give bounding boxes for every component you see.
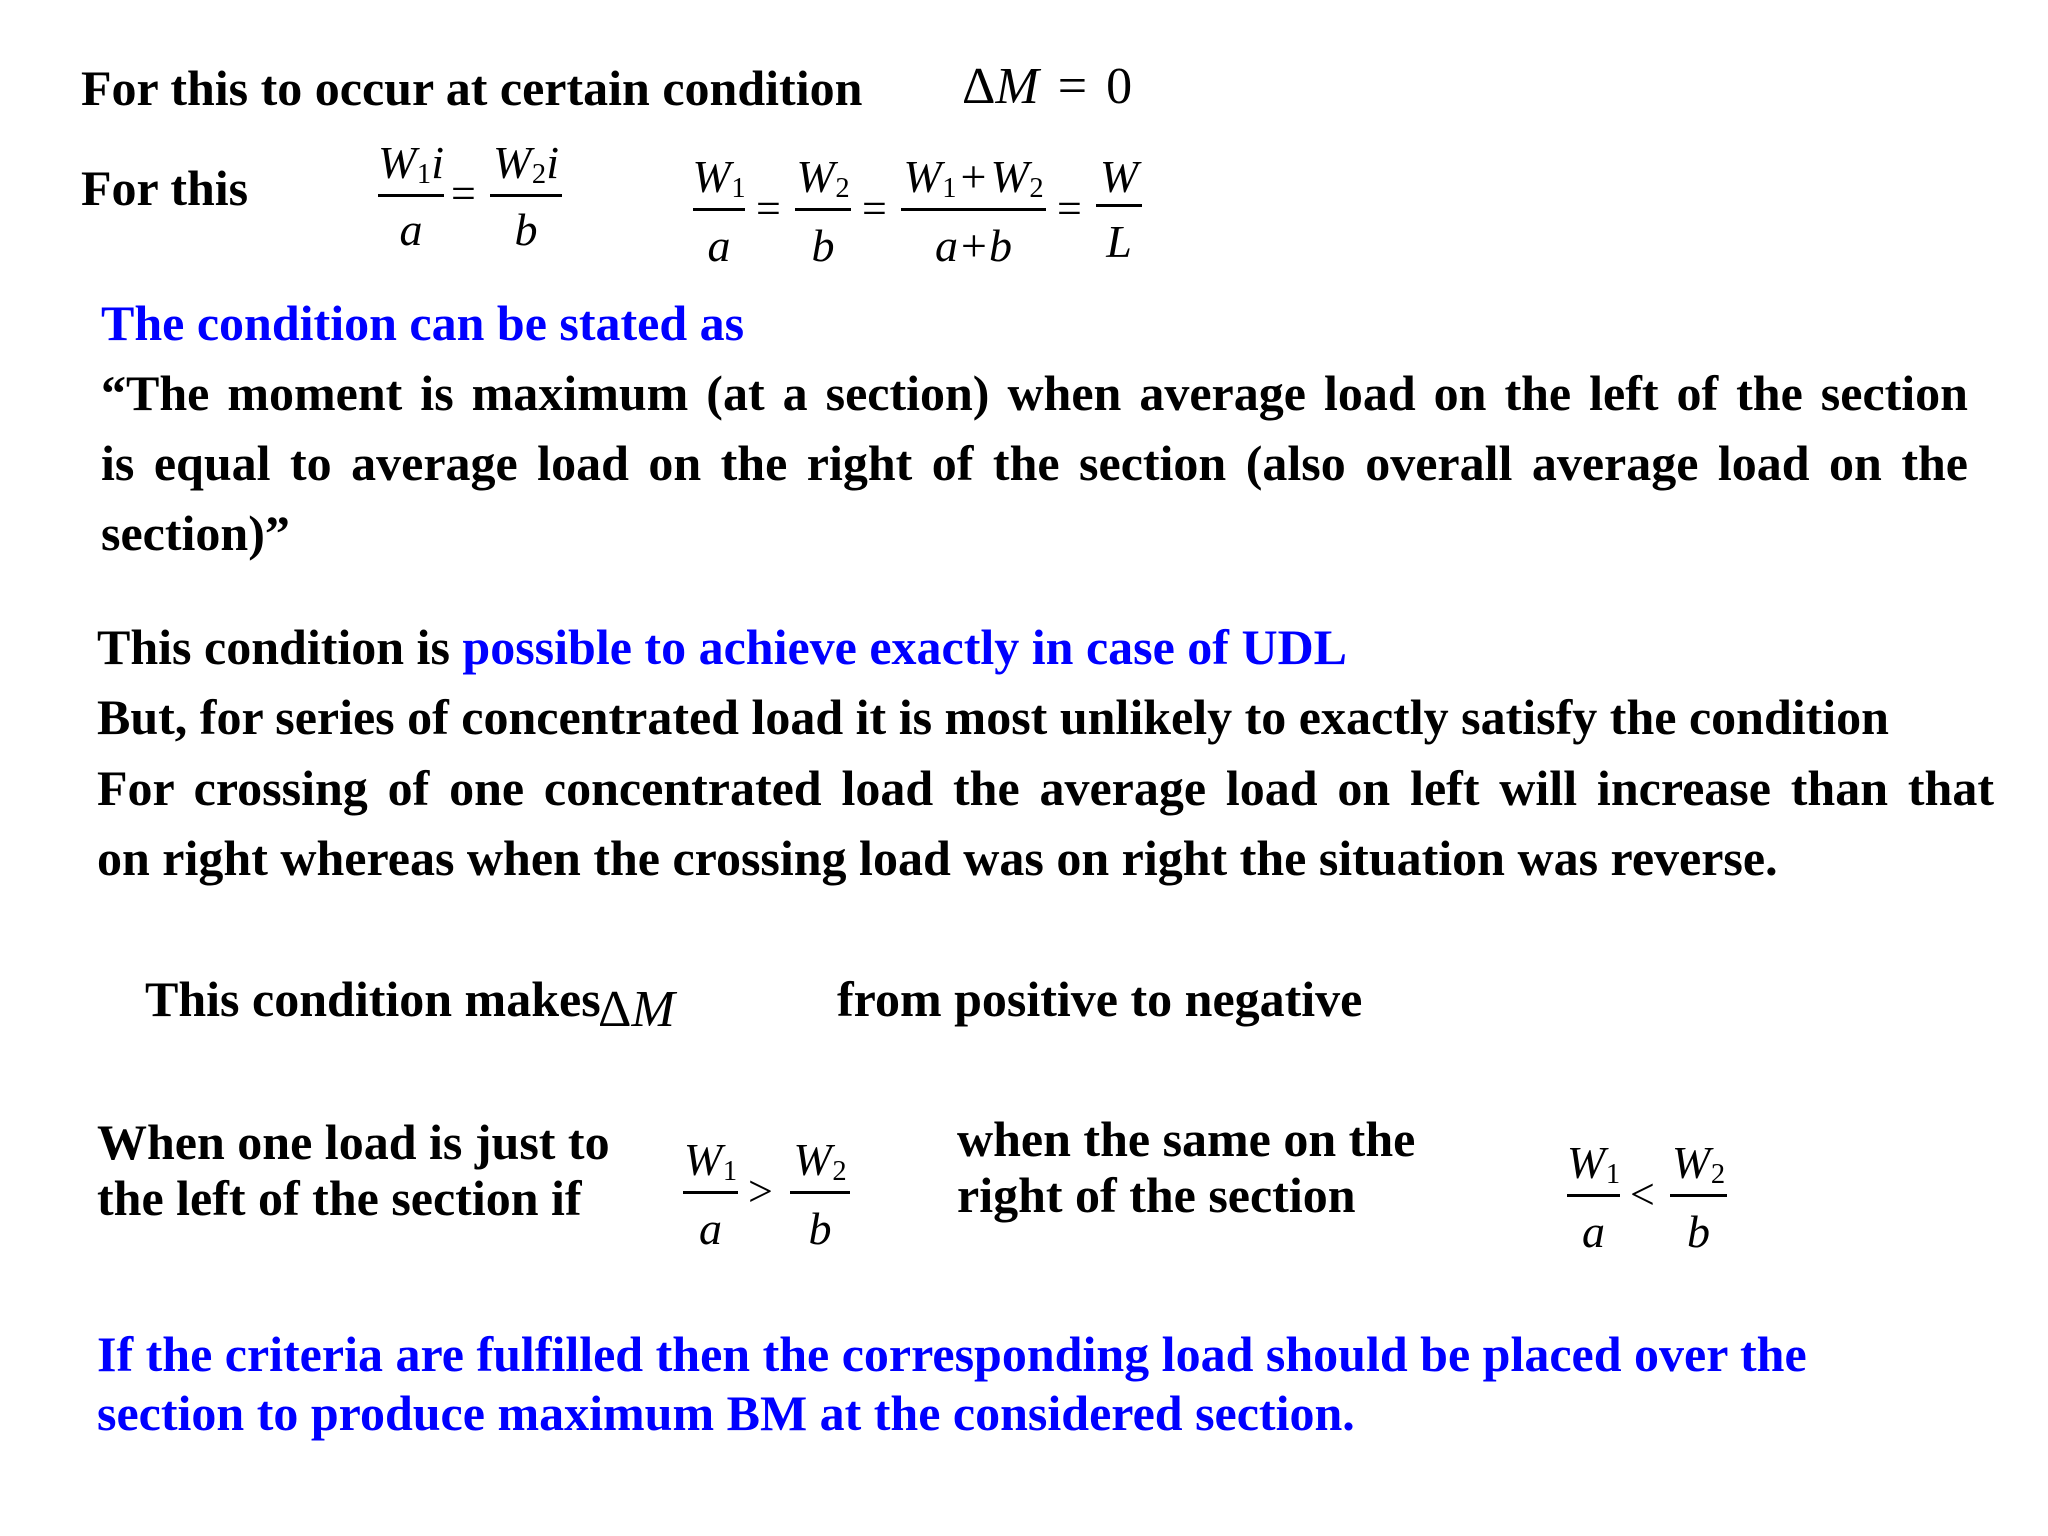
numerator: $W_1$ [1566,1137,1621,1191]
criteria-left-line-2: the left of the section if [97,1170,582,1226]
numerator: $W_2i$ [493,137,559,191]
m-variable: M [631,981,675,1038]
udl-line-1 [97,619,1348,675]
denominator: a [707,219,731,271]
conclusion-line-1: If the criteria are fulfilled then the corresponding load should be placed over the [97,1326,1807,1382]
denominator: a [1582,1205,1605,1257]
fraction-w1i-over-a [378,137,444,255]
fraction-bar [795,208,851,211]
udl-line-3: For crossing of one concentrated load the average load on left will increase than that [97,760,1994,816]
fraction-bar [1096,204,1142,207]
numerator: $W_1$ [683,1134,738,1188]
fraction-w2-over-b [1670,1137,1727,1257]
delta-change-suffix: from positive to negative [837,971,1363,1027]
denominator: b [808,1202,832,1254]
fraction-bar [490,194,562,197]
statement-line-1: “The moment is maximum (at a section) when average load on the left of the section [101,365,1968,421]
fraction-w2i-over-b [490,137,562,255]
fraction-w2-over-b [790,1134,850,1254]
delta-m-equals-zero [962,58,1133,115]
fraction-bar [1567,1194,1620,1197]
delta-symbol: Δ [598,981,632,1038]
denominator: b [811,219,835,271]
criteria-right-line-2: right of the section [957,1167,1356,1223]
fraction-bar [901,208,1046,211]
intro-line-1: For this to occur at certain condition [81,60,863,116]
zero-value: 0 [1106,58,1133,115]
udl-highlight: possible to achieve exactly in case of UDL [462,619,1348,675]
equals-sign: = [1057,184,1082,233]
fraction-bar [693,208,745,211]
udl-line-2: But, for series of concentrated load it is most unlikely to exactly satisfy the condition [97,689,1889,745]
equals-sign: = [862,184,887,233]
m-variable: M [995,58,1039,115]
numerator: $W_2$ [793,1134,847,1188]
delta-symbol: Δ [962,58,996,115]
denominator: b [514,203,538,255]
delta-change-prefix: This condition makes [145,971,601,1027]
fraction-bar [683,1191,738,1194]
denominator: a+b [934,219,1013,271]
denominator: a [399,203,423,255]
numerator: $W_2$ [796,151,850,205]
fraction-bar [1670,1194,1727,1197]
udl-line-4: on right whereas when the crossing load was on right the situation was reverse. [97,830,1778,886]
fraction-w-over-l [1096,151,1142,267]
denominator: b [1687,1205,1710,1257]
fraction-w1-over-a [683,1134,738,1254]
delta-m [598,981,675,1038]
fraction-w1-over-a [692,151,746,271]
equals-sign: = [1057,58,1088,115]
fraction-bar [790,1191,850,1194]
criteria-left-line-1: When one load is just to [97,1114,610,1170]
intro-line-2-label: For this [81,160,249,216]
fraction-w1-over-a [1566,1137,1621,1257]
numerator: W [1099,151,1139,202]
fraction-w1-plus-w2-over-a-plus-b [901,151,1046,271]
numerator: $W_1$ [692,151,746,205]
numerator: $W_1+W_2$ [903,151,1044,205]
criteria-right-line-1: when the same on the [957,1111,1416,1167]
equals-sign: = [756,184,781,233]
equals-sign: = [451,169,476,218]
udl-line-1-prefix: This condition is [97,619,463,675]
numerator: $W_1i$ [378,137,444,191]
numerator: $W_2$ [1671,1137,1726,1191]
denominator: L [1106,216,1132,267]
less-than-sign: < [1630,1170,1655,1219]
greater-than-sign: > [748,1167,773,1216]
statement-line-2: is equal to average load on the right of the section (also overall average load on the [101,435,1968,491]
statement-line-3: section)” [101,505,290,561]
statement-heading: The condition can be stated as [101,295,745,351]
fraction-bar [378,194,444,197]
denominator: a [699,1202,722,1254]
fraction-w2-over-b [795,151,851,271]
conclusion-line-2: section to produce maximum BM at the considered section. [97,1385,1355,1441]
